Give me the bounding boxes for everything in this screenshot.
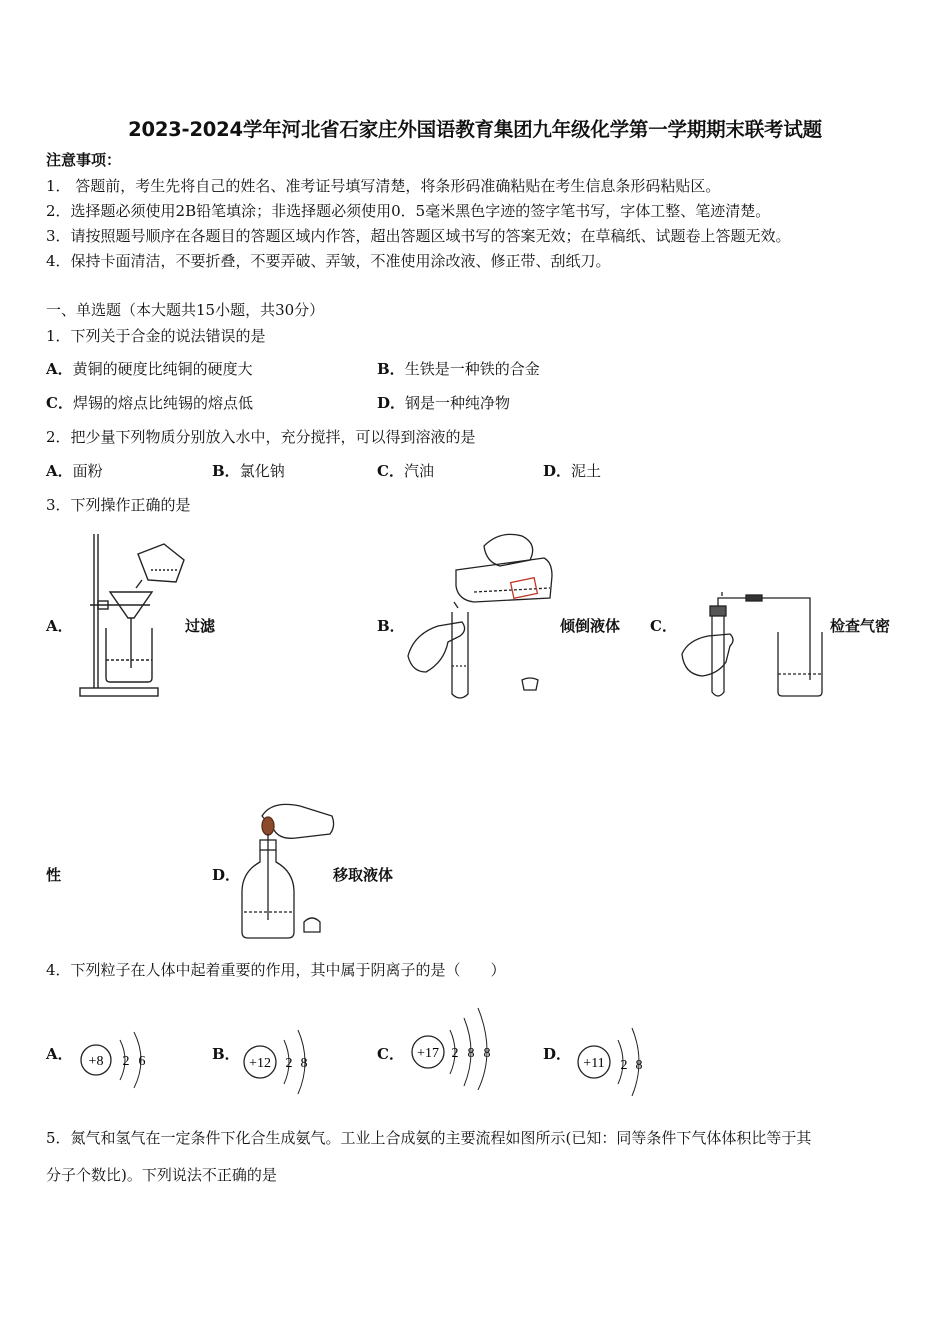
svg-text:+11: +11 — [583, 1056, 605, 1071]
option-b: B．生铁是一种铁的合金 — [377, 360, 540, 378]
option-d-text: 移取液体 — [333, 866, 394, 884]
question-stem: 5．氮气和氢气在一定条件下化合生成氨气。工业上合成氨的主要流程如图所示(已知：同等条件下气体体积比等于其 — [46, 1129, 812, 1147]
page-title: 2023-2024学年河北省石家庄外国语教育集团九年级化学第一学期期末联考试题 — [128, 118, 822, 141]
option-a: A．面粉 — [46, 462, 103, 480]
option-c-text: 检查气密 — [830, 617, 891, 635]
option-a: A．黄铜的硬度比纯铜的硬度大 — [46, 360, 253, 378]
svg-text:8: 8 — [483, 1046, 491, 1061]
question-stem: 2．把少量下列物质分别放入水中，充分搅拌，可以得到溶液的是 — [46, 428, 476, 446]
option-a-text: 过滤 — [185, 617, 216, 635]
option-b-label: B． — [377, 617, 405, 635]
notice-item: 1． 答题前，考生先将自己的姓名、准考证号填写清楚，将条形码准确粘贴在考生信息条形码粘贴区。 — [46, 177, 721, 195]
notice-heading: 注意事项： — [46, 151, 122, 169]
notice-item: 4．保持卡面清洁，不要折叠，不要弄破、弄皱，不准使用涂改液、修正带、刮纸刀。 — [46, 252, 611, 270]
notice-item: 3．请按照题号顺序在各题目的答题区域内作答，超出答题区域书写的答案无效；在草稿纸、试题卷上答题无效。 — [46, 227, 791, 245]
option-a-label: A． — [46, 617, 73, 635]
section-heading: 一、单选题（本大题共15小题，共30分） — [46, 301, 325, 319]
option-c-text-cont: 性 — [46, 866, 62, 884]
option-d-label: D． — [212, 866, 241, 884]
atom-structure-d — [574, 1016, 664, 1096]
option-d: D．泥土 — [543, 462, 602, 480]
atom-structure-b — [240, 1018, 330, 1098]
option-c-label: C． — [650, 617, 677, 635]
option-d: D．钢是一种纯净物 — [377, 394, 511, 412]
atom-structure-c — [408, 1000, 508, 1090]
svg-text:+8: +8 — [88, 1054, 104, 1069]
svg-text:6: 6 — [138, 1054, 146, 1069]
option-c: C．焊锡的熔点比纯锡的熔点低 — [46, 394, 253, 412]
question-stem-cont: 分子个数比)。下列说法不正确的是 — [46, 1166, 277, 1184]
svg-text:2: 2 — [122, 1054, 130, 1069]
option-b-label: B． — [212, 1045, 240, 1063]
svg-text:8: 8 — [467, 1046, 475, 1061]
question-stem: 4．下列粒子在人体中起着重要的作用，其中属于阴离子的是（ ） — [46, 961, 506, 979]
svg-text:2: 2 — [451, 1046, 459, 1061]
question-stem: 1．下列关于合金的说法错误的是 — [46, 327, 266, 345]
option-a-label: A． — [46, 1045, 73, 1063]
svg-text:2: 2 — [620, 1058, 628, 1073]
svg-text:2: 2 — [285, 1056, 293, 1071]
atom-structure-a — [76, 1018, 166, 1098]
dropper-figure — [240, 800, 340, 946]
svg-text:+12: +12 — [249, 1056, 271, 1071]
option-b: B．氯化钠 — [212, 462, 285, 480]
pour-liquid-figure — [404, 526, 564, 702]
filtration-figure — [76, 530, 188, 700]
question-stem: 3．下列操作正确的是 — [46, 496, 191, 514]
svg-text:8: 8 — [300, 1056, 308, 1071]
option-c: C．汽油 — [377, 462, 434, 480]
airtightness-figure — [678, 592, 828, 702]
option-b-text: 倾倒液体 — [560, 617, 621, 635]
notice-item: 2．选择题必须使用2B铅笔填涂；非选择题必须使用0．5毫米黑色字迹的签字笔书写，字体工整、笔迹清楚。 — [46, 202, 771, 220]
svg-text:+17: +17 — [417, 1046, 439, 1061]
svg-text:8: 8 — [635, 1058, 643, 1073]
option-d-label: D． — [543, 1045, 572, 1063]
option-c-label: C． — [377, 1045, 404, 1063]
